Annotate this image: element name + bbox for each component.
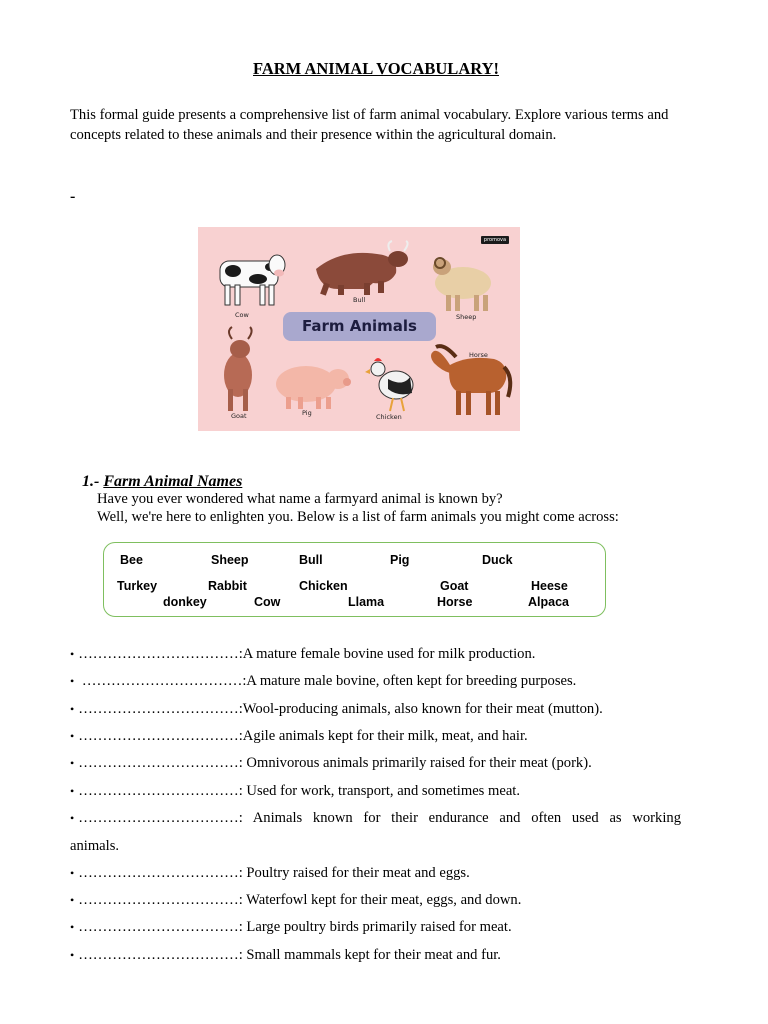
bullet-icon: • <box>70 784 75 798</box>
definition-text: ……………………………: Small mammals kept for their meat and fur. <box>78 947 501 963</box>
word-rabbit: Rabbit <box>208 579 247 593</box>
definition-item <box>70 668 681 695</box>
word-heese: Heese <box>531 579 568 593</box>
definition-item <box>70 887 681 914</box>
bullet-icon: • <box>70 866 75 880</box>
definition-text: ……………………………:Wool-producing animals, also known for their meat (mutton). <box>78 701 603 717</box>
goat-illustration <box>224 327 252 411</box>
bullet-icon: • <box>70 811 75 825</box>
chicken-illustration <box>365 358 413 411</box>
word-pig: Pig <box>390 553 410 567</box>
definition-text: ……………………………: Poultry raised for their meat and eggs. <box>78 865 470 881</box>
definition-item <box>70 805 681 832</box>
poster-label-bull: Bull <box>353 296 366 304</box>
bullet-icon: • <box>70 948 75 962</box>
word-bee: Bee <box>120 553 143 567</box>
definition-item <box>70 750 681 777</box>
definition-text: ……………………………: Large poultry birds primarily raised for meat. <box>78 919 512 935</box>
definition-text: ……………………………:A mature male bovine, often kept for breeding purposes. <box>78 673 577 689</box>
intro-paragraph: This formal guide presents a comprehensive list of farm animal vocabulary. Explore various terms and concepts related to these animals and their presence within the agricultural domain. <box>70 107 669 143</box>
poster-label-horse: Horse <box>469 351 488 359</box>
definition-text: ……………………………: Animals known for their endurance and often used as working <box>78 810 681 826</box>
definition-item <box>70 696 681 723</box>
word-duck: Duck <box>482 553 513 567</box>
definition-item <box>70 860 681 887</box>
bullet-icon: • <box>70 702 75 716</box>
section-number: 1.- <box>82 473 104 490</box>
brand-badge: promova <box>481 236 509 244</box>
definition-item <box>70 641 681 668</box>
definition-text: ……………………………: Omnivorous animals primarily raised for their meat (pork). <box>78 755 592 771</box>
word-llama: Llama <box>348 595 385 609</box>
word-cow: Cow <box>254 595 281 609</box>
word-bull: Bull <box>299 553 323 567</box>
definition-continuation: animals. <box>70 838 120 854</box>
dash-marker: - <box>70 188 76 205</box>
poster-heading: Farm Animals <box>283 312 436 341</box>
poster-label-pig: Pig <box>302 409 312 417</box>
definition-item <box>70 778 681 805</box>
definition-item <box>70 914 681 941</box>
word-sheep: Sheep <box>211 553 249 567</box>
bullet-icon: • <box>70 674 75 688</box>
cow-illustration <box>220 255 285 305</box>
section-intro-line-2: Well, we're here to enlighten you. Below is a list of farm animals you might come across: <box>97 508 619 525</box>
word-alpaca: Alpaca <box>528 595 569 609</box>
section-title: Farm Animal Names <box>103 473 243 490</box>
word-donkey: donkey <box>163 595 207 609</box>
section-intro-line-1: Have you ever wondered what name a farmyard animal is known by? <box>97 491 503 507</box>
bullet-icon: • <box>70 647 75 661</box>
bull-illustration <box>316 241 408 296</box>
poster-label-goat: Goat <box>231 412 247 420</box>
poster-label-cow: Cow <box>235 311 249 319</box>
definition-text: ……………………………: Used for work, transport, and sometimes meat. <box>78 783 521 799</box>
sheep-illustration <box>433 258 491 311</box>
definition-item <box>70 942 681 969</box>
bullet-icon: • <box>70 756 75 770</box>
word-goat: Goat <box>440 579 469 593</box>
definition-text: ……………………………:A mature female bovine used for milk production. <box>78 646 536 662</box>
bullet-icon: • <box>70 920 75 934</box>
definition-item <box>70 723 681 750</box>
bullet-icon: • <box>70 893 75 907</box>
page-title: FARM ANIMAL VOCABULARY! <box>253 59 499 78</box>
section-heading <box>82 473 242 491</box>
definition-text: ……………………………: Waterfowl kept for their meat, eggs, and down. <box>78 892 522 908</box>
definition-text: ……………………………:Agile animals kept for their milk, meat, and hair. <box>78 728 528 744</box>
word-horse: Horse <box>437 595 473 609</box>
word-chicken: Chicken <box>299 579 348 593</box>
poster-label-sheep: Sheep <box>456 313 477 321</box>
bullet-icon: • <box>70 729 75 743</box>
section-intro <box>97 491 697 526</box>
word-turkey: Turkey <box>117 579 158 593</box>
poster-label-chicken: Chicken <box>376 413 402 421</box>
pig-illustration <box>276 366 351 409</box>
